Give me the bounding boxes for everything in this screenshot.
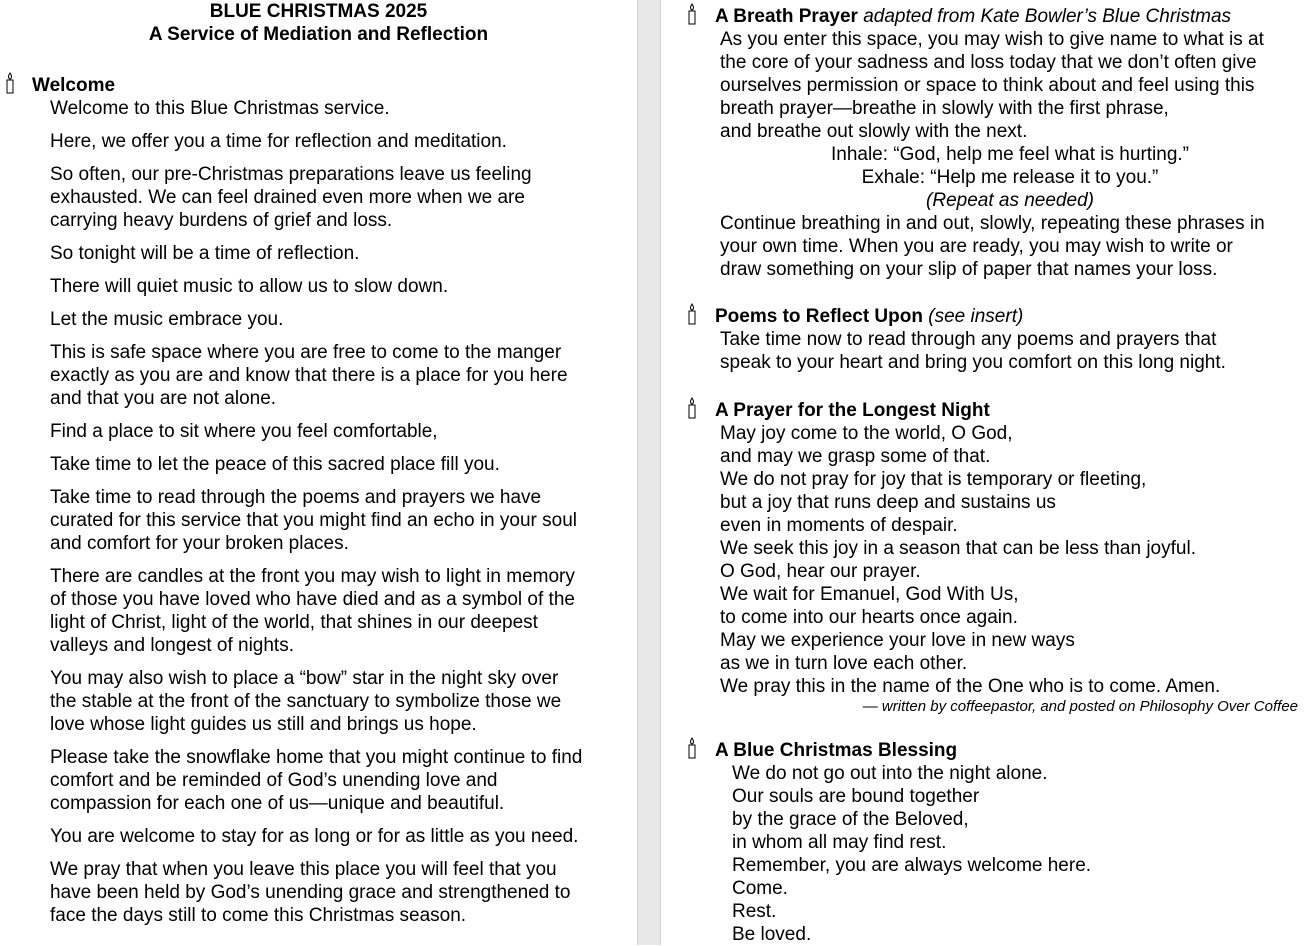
poems-heading: Poems to Reflect Upon (see insert) <box>715 306 1024 327</box>
text-line: Let the music embrace you. <box>50 309 284 330</box>
blessing-text <box>732 762 1091 946</box>
candle-icon <box>685 303 699 325</box>
prayer-credit: — written by coffeepastor, and posted on Philosophy Over Coffee <box>862 698 1298 715</box>
text-line: You may also wish to place a “bow” star in the night sky over <box>50 668 559 689</box>
longest-night-prayer-heading: A Prayer for the Longest Night <box>715 400 990 421</box>
blessing-line: Our souls are bound together <box>732 786 980 807</box>
prayer-line: as we in turn love each other. <box>720 653 968 674</box>
breath-prayer-heading: A Breath Prayer adapted from Kate Bowler’s Blue Christmas <box>715 6 1232 27</box>
text-line: exactly as you are and know that there is a place for you here <box>50 365 568 386</box>
longest-night-prayer-text <box>720 422 1220 698</box>
text-line: breath prayer—breathe in slowly with the first phrase, <box>720 98 1169 119</box>
text-line: and comfort for your broken places. <box>50 533 349 554</box>
document-subtitle: A Service of Mediation and Reflection <box>148 24 489 45</box>
prayer-line: May joy come to the world, O God, <box>720 423 1013 444</box>
paragraph <box>50 275 448 298</box>
text-line: There are candles at the front you may wish to light in memory <box>50 566 575 587</box>
text-line: exhausted. We can feel drained even more when we are <box>50 187 525 208</box>
text-line: face the days still to come this Christmas season. <box>50 905 467 926</box>
welcome-heading: Welcome <box>32 75 116 96</box>
text-line: This is safe space where you are free to come to the manger <box>50 342 562 363</box>
text-line: of those you have loved who have died and as a symbol of the <box>50 589 575 610</box>
text-line: So tonight will be a time of reflection. <box>50 243 360 264</box>
text-line: Take time now to read through any poems and prayers that <box>720 329 1217 350</box>
text-line: curated for this service that you might find an echo in your soul <box>50 510 577 531</box>
text-line: Please take the snowflake home that you might continue to find <box>50 747 583 768</box>
text-line: love whose light guides us still and brings us hope. <box>50 714 477 735</box>
paragraph <box>50 97 390 120</box>
candle-icon <box>3 72 17 94</box>
blessing-line: in whom all may find rest. <box>732 832 947 853</box>
text-line: the stable at the front of the sanctuary to symbolize those we <box>50 691 562 712</box>
blessing-line: Come. <box>732 878 788 899</box>
document-title: BLUE CHRISTMAS 2025 <box>209 1 428 22</box>
blessing-line: Remember, you are always welcome here. <box>732 855 1092 876</box>
prayer-line: We seek this joy in a season that can be less than joyful. <box>720 538 1196 559</box>
prayer-line: but a joy that runs deep and sustains us <box>720 492 1056 513</box>
text-line: carrying heavy burdens of grief and loss. <box>50 210 393 231</box>
paragraph <box>50 130 507 153</box>
prayer-line: We wait for Emanuel, God With Us, <box>720 584 1019 605</box>
paragraph <box>50 242 359 265</box>
text-line: There will quiet music to allow us to slow down. <box>50 276 449 297</box>
inhale-line: Inhale: “God, help me feel what is hurting.” <box>830 144 1190 165</box>
text-line: compassion for each one of us—unique and beautiful. <box>50 793 505 814</box>
breath-prayer-intro <box>720 28 1264 143</box>
text-line: You are welcome to stay for as long or for as little as you need. <box>50 826 579 847</box>
prayer-line: to come into our hearts once again. <box>720 607 1018 628</box>
candle-icon <box>685 3 699 25</box>
text-line: We pray that when you leave this place you will feel that you <box>50 859 557 880</box>
paragraph <box>50 341 568 410</box>
repeat-note: (Repeat as needed) <box>926 190 1094 211</box>
text-line: Find a place to sit where you feel comfortable, <box>50 421 438 442</box>
text-line: ourselves permission or space to think about and feel using this <box>720 75 1255 96</box>
paragraph <box>50 420 438 443</box>
prayer-line: O God, hear our prayer. <box>720 561 921 582</box>
prayer-line: We do not pray for joy that is temporary or fleeting, <box>720 469 1147 490</box>
paragraph <box>50 565 575 657</box>
text-line: and that you are not alone. <box>50 388 277 409</box>
prayer-line: and may we grasp some of that. <box>720 446 991 467</box>
text-line: Here, we offer you a time for reflection and meditation. <box>50 131 507 152</box>
prayer-line: May we experience your love in new ways <box>720 630 1075 651</box>
text-line: speak to your heart and bring you comfort on this long night. <box>720 352 1226 373</box>
candle-icon <box>685 737 699 759</box>
text-line: draw something on your slip of paper that names your loss. <box>720 259 1218 280</box>
blessing-heading: A Blue Christmas Blessing <box>715 740 958 761</box>
text-line: light of Christ, light of the world, that shines in our deepest <box>50 612 538 633</box>
text-line: comfort and be reminded of God’s unending love and <box>50 770 498 791</box>
text-line: Continue breathing in and out, slowly, repeating these phrases in <box>720 213 1265 234</box>
text-line: the core of your sadness and loss today that we don’t often give <box>720 52 1257 73</box>
text-line: and breathe out slowly with the next. <box>720 121 1028 142</box>
paragraph <box>50 746 582 815</box>
paragraph <box>50 453 500 476</box>
text-line: As you enter this space, you may wish to give name to what is at <box>720 29 1264 50</box>
breath-prayer-outro <box>720 212 1265 281</box>
paragraph <box>50 667 561 736</box>
paragraph <box>50 163 532 232</box>
text-line: your own time. When you are ready, you may wish to write or <box>720 236 1233 257</box>
paragraph <box>50 308 283 331</box>
prayer-line: We pray this in the name of the One who is to come. Amen. <box>720 676 1221 697</box>
poems-text <box>720 328 1226 374</box>
prayer-line: even in moments of despair. <box>720 515 958 536</box>
text-line: Welcome to this Blue Christmas service. <box>50 98 390 119</box>
blessing-line: We do not go out into the night alone. <box>732 763 1048 784</box>
candle-icon <box>685 397 699 419</box>
exhale-line: Exhale: “Help me release it to you.” <box>861 167 1159 188</box>
blessing-line: Rest. <box>732 901 777 922</box>
text-line: valleys and longest of nights. <box>50 635 294 656</box>
blessing-line: Be loved. <box>732 924 812 945</box>
blessing-line: by the grace of the Beloved, <box>732 809 969 830</box>
paragraph <box>50 825 578 848</box>
text-line: have been held by God’s unending grace and strengthened to <box>50 882 571 903</box>
page-gutter <box>637 0 661 945</box>
text-line: So often, our pre-Christmas preparations leave us feeling <box>50 164 532 185</box>
text-line: Take time to read through the poems and prayers we have <box>50 487 542 508</box>
paragraph <box>50 858 570 927</box>
paragraph <box>50 486 577 555</box>
text-line: Take time to let the peace of this sacred place fill you. <box>50 454 500 475</box>
